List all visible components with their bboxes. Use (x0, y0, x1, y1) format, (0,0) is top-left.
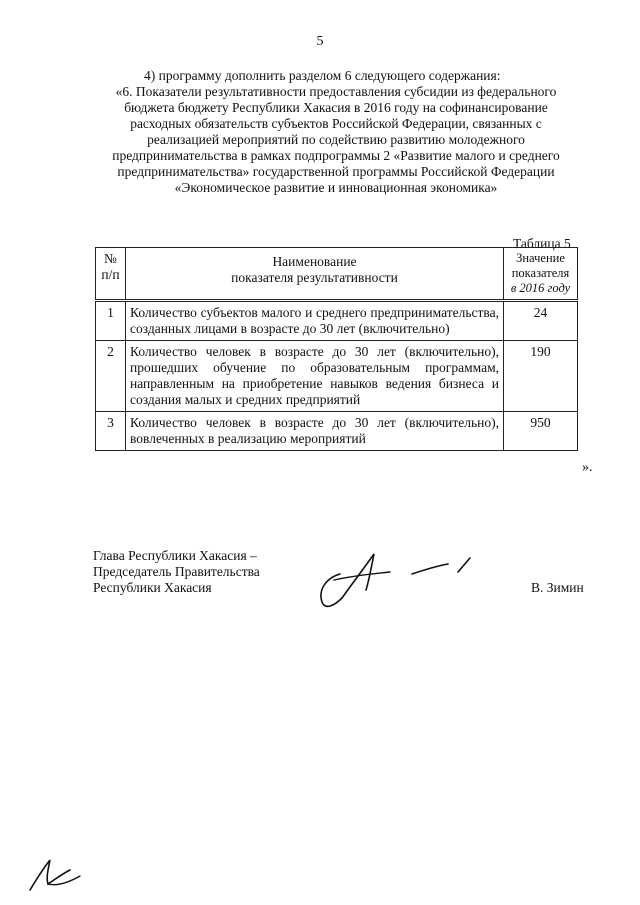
row-value: 24 (504, 301, 578, 341)
row-num: 1 (96, 301, 126, 341)
section-title-line: расходных обязательств субъектов Российской Федерации, связанных с (130, 116, 542, 131)
section-title-line: предпринимательства в рамках подпрограммы 2 «Развитие малого и среднего (112, 148, 560, 163)
handwritten-signature (312, 544, 472, 620)
header-num (96, 248, 126, 301)
signer-name: В. Зимин (531, 580, 584, 595)
section-title-line: реализацией мероприятий по содействию развитию молодежного (147, 132, 525, 147)
signatory-title-line: Республики Хакасия (93, 580, 212, 595)
handwritten-initials (26, 850, 86, 894)
row-name: Количество человек в возрасте до 30 лет (включительно), прошедших обучение по образовательным программам, направленным на приобретение навыков ведения бизнеса и создания малых и средних предприятий (126, 341, 504, 412)
header-value-line: показателя (511, 266, 570, 280)
table-label: Таблица 5 (513, 236, 571, 251)
row-num: 2 (96, 341, 126, 412)
header-name-line: Наименование (272, 254, 357, 269)
signatory-title-line: Глава Республики Хакасия – (93, 548, 257, 563)
header-name (126, 248, 504, 301)
intro-lead: 4) программу дополнить разделом 6 следующего содержания: (144, 68, 501, 83)
indicators-table (95, 247, 578, 451)
table-header-row (96, 248, 578, 301)
closing-quote: ». (582, 460, 593, 475)
table-row (96, 301, 578, 341)
page-number: 5 (316, 34, 324, 49)
header-num-line: п/п (101, 267, 120, 282)
row-value: 950 (504, 412, 578, 451)
row-value: 190 (504, 341, 578, 412)
row-name: Количество субъектов малого и среднего предпринимательства, созданных лицами в возрасте до 30 лет (включительно) (126, 301, 504, 341)
intro-text (96, 68, 576, 196)
row-num: 3 (96, 412, 126, 451)
signatory-title (93, 548, 260, 596)
header-num-line: № (104, 251, 117, 266)
header-value-line: в 2016 году (510, 281, 571, 295)
header-value (504, 248, 578, 301)
table-row (96, 412, 578, 451)
section-title-line: «Экономическое развитие и инновационная экономика» (174, 180, 498, 195)
header-name-line: показателя результативности (231, 270, 398, 285)
section-title-line: предпринимательства» государственной программы Российской Федерации (117, 164, 555, 179)
row-name: Количество человек в возрасте до 30 лет (включительно), вовлеченных в реализацию мероприятий (126, 412, 504, 451)
header-value-line: Значение (516, 251, 565, 265)
signatory-title-line: Председатель Правительства (93, 564, 260, 579)
section-title-line: бюджета бюджету Республики Хакасия в 2016 году на софинансирование (124, 100, 548, 115)
section-title (96, 84, 576, 196)
table-row (96, 341, 578, 412)
section-title-line: «6. Показатели результативности предоставления субсидии из федерального (115, 84, 557, 99)
